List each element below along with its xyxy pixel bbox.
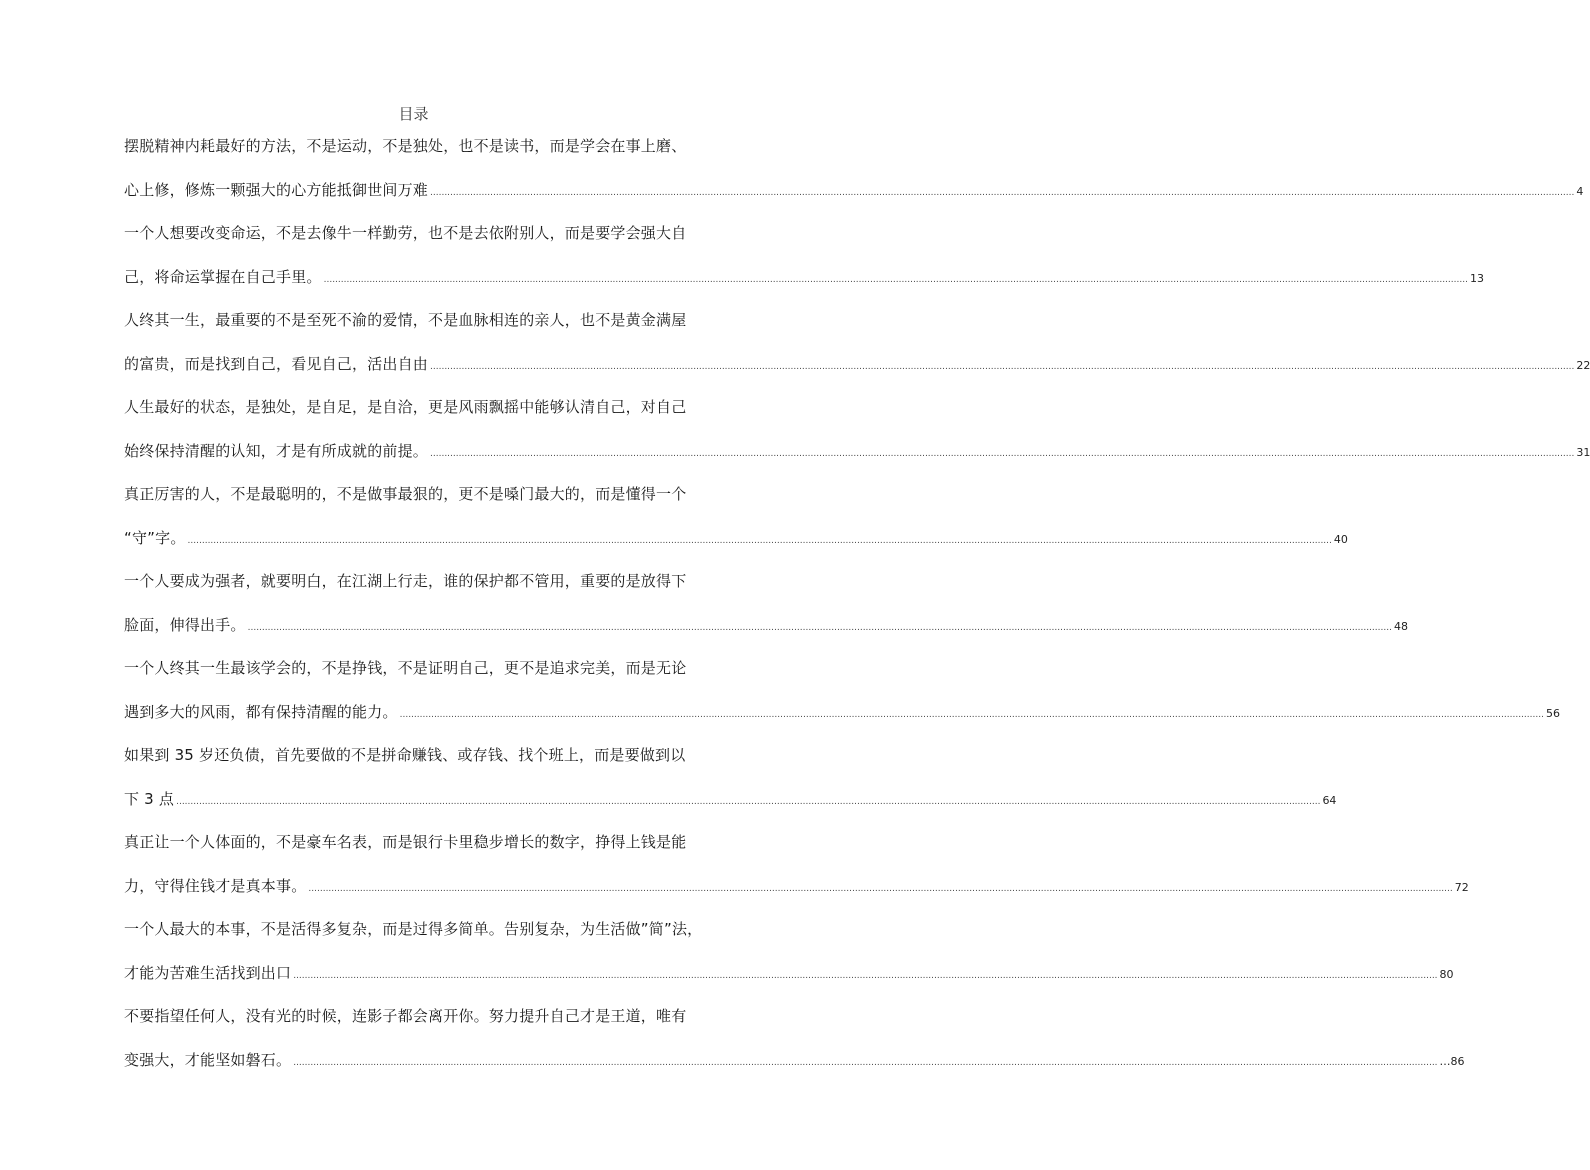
toc-entry-title-line1: 如果到 35 岁还负债，首先要做的不是拼命赚钱、或存钱、找个班上，而是要做到以 xyxy=(124,746,686,764)
dot-leader: ................................................................................................................................................................................................................................................................................................................................................................................................................ xyxy=(323,274,1468,285)
dot-leader: ................................................................................................................................................................................................................................................................................................................................................................................................................ xyxy=(176,796,1321,807)
toc-entry-title-line2: 才能为苦难生活找到出口 xyxy=(124,963,292,982)
dot-leader: ................................................................................................................................................................................................................................................................................................................................................................................................................ xyxy=(293,1057,1438,1068)
toc-entry-title-line1: 一个人最大的本事，不是活得多复杂，而是过得多简单。告别复杂，为生活做”简”法， xyxy=(124,920,703,938)
toc-entry-title-line2-row xyxy=(124,523,1348,567)
toc-entry-page-number: …86 xyxy=(1439,1054,1465,1068)
toc-entry-title-line2-row xyxy=(124,871,1469,915)
dot-leader: ................................................................................................................................................................................................................................................................................................................................................................................................................ xyxy=(399,709,1544,720)
toc-entry-title-line2: 心上修，修炼一颗强大的心方能抵御世间万难 xyxy=(124,180,429,199)
toc-entry-page-number: 4 xyxy=(1576,184,1584,198)
toc-entry-title-line1: 一个人要成为强者，就要明白，在江湖上行走，谁的保护都不管用，重要的是放得下 xyxy=(124,572,687,590)
toc-entry[interactable] xyxy=(124,740,1337,827)
toc-entry-title-line1: 不要指望任何人，没有光的时候，连影子都会离开你。努力提升自己才是王道，唯有 xyxy=(124,1007,687,1025)
toc-entry-page-number: 72 xyxy=(1454,880,1469,894)
toc-entry-title-line2-row xyxy=(124,349,1590,393)
toc-entry-title-line2-row xyxy=(124,175,1584,219)
toc-entry-title-line2: 己，将命运掌握在自己手里。 xyxy=(124,267,322,286)
dot-leader: ................................................................................................................................................................................................................................................................................................................................................................................................................ xyxy=(430,361,1575,372)
dot-leader: ................................................................................................................................................................................................................................................................................................................................................................................................................ xyxy=(308,883,1453,894)
toc-entry[interactable] xyxy=(124,1001,1465,1088)
toc-entry[interactable] xyxy=(124,653,1560,740)
toc-entry-page-number: 13 xyxy=(1469,271,1484,285)
toc-entry-title-line1: 人生最好的状态，是独处，是自足，是自洽，更是风雨飘摇中能够认清自己，对自己 xyxy=(124,398,687,416)
toc-entry-page-number: 64 xyxy=(1322,793,1337,807)
toc-entry-page-number: 48 xyxy=(1393,619,1408,633)
toc-entry[interactable] xyxy=(124,392,1590,479)
toc-entry-title-line2-row xyxy=(124,1045,1465,1089)
toc-entry-page-number: 56 xyxy=(1545,706,1560,720)
toc-entry-title-line2-row xyxy=(124,436,1590,480)
dot-leader: ................................................................................................................................................................................................................................................................................................................................................................................................................ xyxy=(187,535,1332,546)
toc-entry-title-line1: 摆脱精神内耗最好的方法，不是运动，不是独处，也不是读书，而是学会在事上磨、 xyxy=(124,137,687,155)
toc-list xyxy=(124,131,1590,1088)
dot-leader: ................................................................................................................................................................................................................................................................................................................................................................................................................ xyxy=(293,970,1438,981)
toc-entry-title-line2: “守”字。 xyxy=(124,528,186,547)
toc-entry[interactable] xyxy=(124,131,1584,218)
toc-entry-title-line1: 真正厉害的人，不是最聪明的，不是做事最狠的，更不是嗓门最大的，而是懂得一个 xyxy=(124,485,687,503)
toc-entry-title-line1: 人终其一生，最重要的不是至死不渝的爱情，不是血脉相连的亲人，也不是黄金满屋 xyxy=(124,311,687,329)
dot-leader: ................................................................................................................................................................................................................................................................................................................................................................................................................ xyxy=(430,448,1575,459)
toc-entry-page-number: 31 xyxy=(1576,445,1590,459)
toc-entry-title-line1: 真正让一个人体面的，不是豪车名表，而是银行卡里稳步增长的数字，挣得上钱是能 xyxy=(124,833,687,851)
toc-entry-title-line2-row xyxy=(124,697,1560,741)
toc-entry[interactable] xyxy=(124,827,1469,914)
toc-entry[interactable] xyxy=(124,914,1454,1001)
toc-entry[interactable] xyxy=(124,566,1408,653)
toc-entry-title-line2-row xyxy=(124,958,1454,1002)
dot-leader: ................................................................................................................................................................................................................................................................................................................................................................................................................ xyxy=(247,622,1392,633)
toc-entry-title-line2: 下 3 点 xyxy=(124,789,175,808)
toc-entry-title-line2-row xyxy=(124,610,1408,654)
toc-entry-title-line2-row xyxy=(124,784,1337,828)
toc-entry-title-line2-row xyxy=(124,262,1484,306)
toc-entry[interactable] xyxy=(124,305,1590,392)
toc-entry-title-line2: 变强大，才能坚如磐石。 xyxy=(124,1050,292,1069)
toc-entry-title-line2: 遇到多大的风雨，都有保持清醒的能力。 xyxy=(124,702,398,721)
toc-entry[interactable] xyxy=(124,479,1348,566)
toc-entry-title-line1: 一个人想要改变命运，不是去像牛一样勤劳，也不是去依附别人，而是要学会强大自 xyxy=(124,224,687,242)
toc-entry-title-line2: 始终保持清醒的认知，才是有所成就的前提。 xyxy=(124,441,429,460)
dot-leader: ................................................................................................................................................................................................................................................................................................................................................................................................................ xyxy=(430,187,1575,198)
toc-entry[interactable] xyxy=(124,218,1484,305)
toc-entry-page-number: 22 xyxy=(1576,358,1590,372)
toc-entry-title-line2: 脸面，伸得出手。 xyxy=(124,615,246,634)
toc-title: 目录 xyxy=(398,105,429,123)
toc-entry-title-line2: 力，守得住钱才是真本事。 xyxy=(124,876,307,895)
toc-entry-title-line2: 的富贵，而是找到自己，看见自己，活出自由 xyxy=(124,354,429,373)
toc-entry-page-number: 80 xyxy=(1439,967,1454,981)
toc-entry-page-number: 40 xyxy=(1333,532,1348,546)
toc-entry-title-line1: 一个人终其一生最该学会的，不是挣钱，不是证明自己，更不是追求完美，而是无论 xyxy=(124,659,687,677)
